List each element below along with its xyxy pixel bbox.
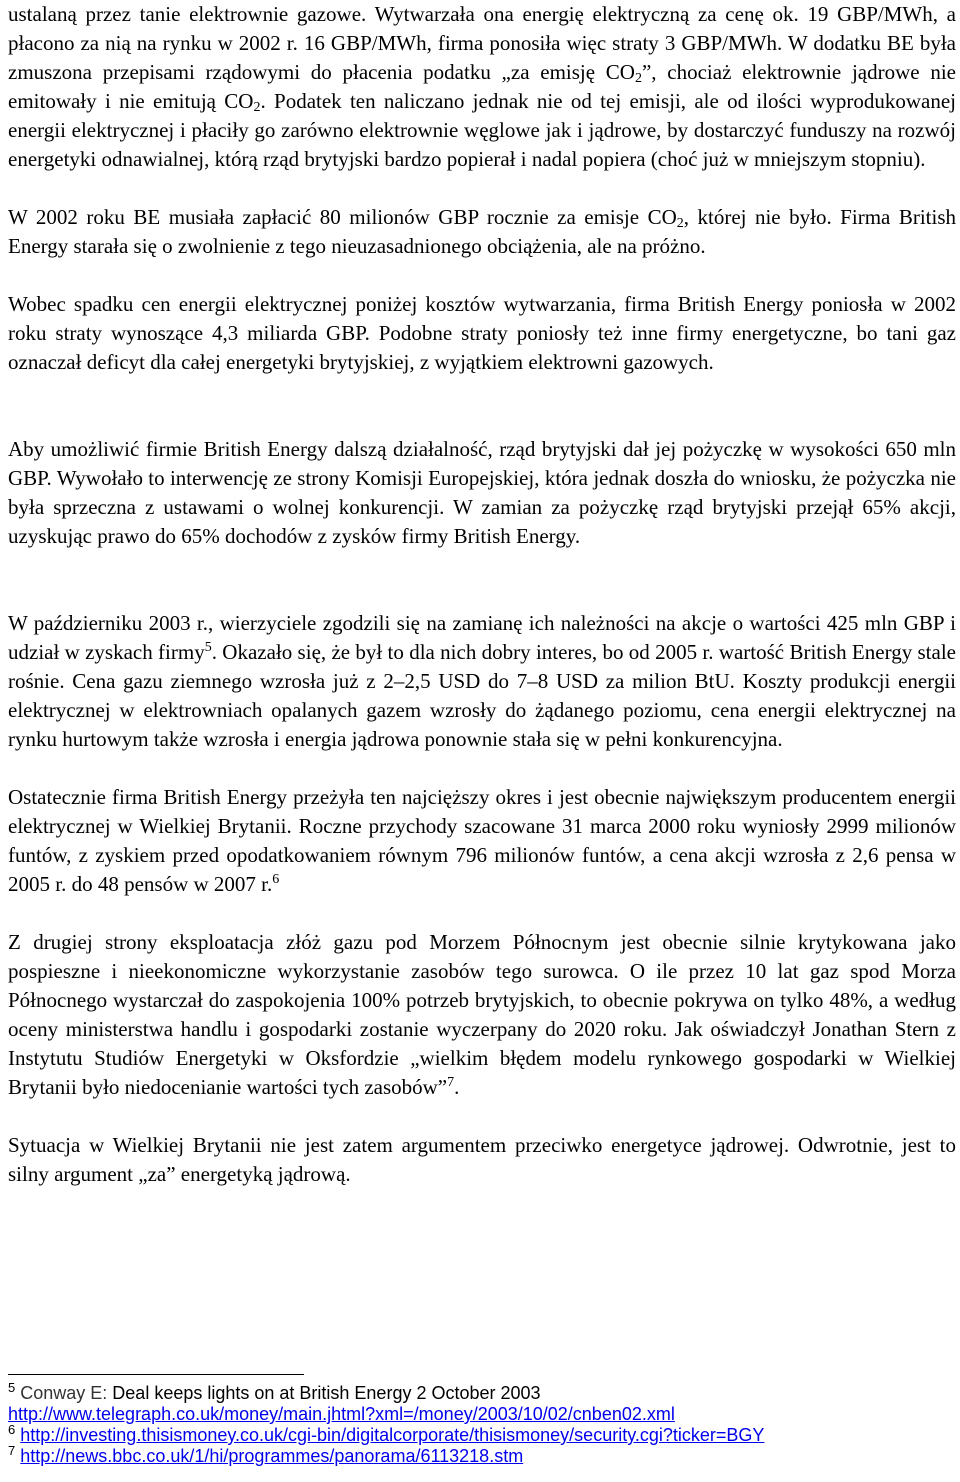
paragraph-1: ustalaną przez tanie elektrownie gazowe. Wytwarzała ona energię elektryczną za cenę ok. 19 GBP/MWh, a płacono za nią na rynku w 2002 r. 16 GBP/MWh, firma ponosiła więc straty 3 GBP/MWh. W dodatku BE była zmuszona przepisami rządowymi do płacenia podatku „za emisję $CO_2$”, chociaż elektrownie jądrowe nie emitowały i nie emitują $CO_2$. Podatek ten naliczano jednak nie od tej emisji, ale od ilości wyprodukowanej energii elektrycznej i płaciły go zarówno elektrownie węglowe jak i jądrowe, by dostarczyć funduszy na rozwój energetyki odnawialnej, którą rząd brytyjski bardzo popierał i nadal popiera (choć już w mniejszym stopniu). xyxy=(8,2,956,171)
footnote-5-title: Deal keeps lights on at British Energy 2 October 2003 xyxy=(107,1383,541,1403)
footnote-5 xyxy=(8,1380,956,1404)
paragraph-3: Wobec spadku cen energii elektrycznej poniżej kosztów wytwarzania, firma British Energy poniosła w 2002 roku straty wynoszące 4,3 miliarda GBP. Podobne straty poniosły też inne firmy energetyczne, bo tani gaz oznaczał deficyt dla całej energetyki brytyjskiej, z wyjątkiem elektrowni gazowych. xyxy=(8,292,956,374)
footnote-7-link[interactable]: http://news.bbc.co.uk/1/hi/programmes/panorama/6113218.stm xyxy=(20,1446,524,1466)
paragraph-4: Aby umożliwić firmie British Energy dalszą działalność, rząd brytyjski dał jej pożyczkę w wysokości 650 mln GBP. Wywołało to interwencję ze strony Komisji Europejskiej, która jednak doszła do wniosku, że pożyczka nie była sprzeczna z ustawami o wolnej konkurencji. W zamian za pożyczkę rząd brytyjski przejął 65% akcji, uzyskując prawo do 65% dochodów z zysków firmy British Energy. xyxy=(8,437,956,548)
footnote-5-link[interactable]: http://www.telegraph.co.uk/money/main.jhtml?xml=/money/2003/10/02/cnben02.xml xyxy=(8,1404,675,1424)
footnote-7 xyxy=(8,1443,956,1467)
paragraph-7: Z drugiej strony eksploatacja złóż gazu pod Morzem Północnym jest obecnie silnie krytykowana jako pospieszne i nieekonomiczne wykorzystanie zasobów tego surowca. O ile przez 10 lat gaz spod Morza Północnego wystarczał do zaspokojenia 100% potrzeb brytyjskich, to obecnie pokrywa on tylko 48%, a według oceny ministerstwa handlu i gospodarki zostanie wyczerpany do 2020 roku. Jak oświadczył Jonathan Stern z Instytutu Studiów Energetyki w Oksfordzie „wielkim błędem modelu rynkowego gospodarki w Wielkiej Brytanii było niedocenianie wartości tych zasobów”$^7$. xyxy=(8,930,956,1099)
document-body xyxy=(8,0,956,1189)
footnotes xyxy=(8,1374,956,1467)
paragraph-2: W 2002 roku BE musiała zapłacić 80 milionów GBP rocznie za emisje $CO_2$, której nie było. Firma British Energy starała się o zwolnienie z tego nieuzasadnionego obciążenia, ale na próżno. xyxy=(8,205,957,258)
footnote-7-number: 7 xyxy=(8,1443,16,1458)
footnote-6 xyxy=(8,1422,956,1446)
footnote-5-author: Conway E: xyxy=(20,1383,108,1403)
footnote-separator xyxy=(8,1374,304,1375)
paragraph-8: Sytuacja w Wielkiej Brytanii nie jest zatem argumentem przeciwko energetyce jądrowej. Odwrotnie, jest to silny argument „za” energetyką jądrową. xyxy=(8,1133,956,1186)
footnote-5-number: 5 xyxy=(8,1380,16,1395)
footnote-5-link-line xyxy=(8,1404,956,1425)
paragraph-5: W październiku 2003 r., wierzyciele zgodzili się na zamianę ich należności na akcje o wartości 425 mln GBP i udział w zyskach firmy$^5$. Okazało się, że był to dla nich dobry interes, bo od 2005 r. wartość British Energy stale rośnie. Cena gazu ziemnego wzrosła już z 2–2,5 USD do 7–8 USD za milion BtU. Koszty produkcji energii elektrycznej w elektrowniach opalanych gazem wzrosły do żądanego poziomu, cena energii elektrycznej na rynku hurtowym także wzrosła i energia jądrowa ponownie stała się w pełni konkurencyjna. xyxy=(8,611,956,751)
footnote-6-link[interactable]: http://investing.thisismoney.co.uk/cgi-bin/digitalcorporate/thisismoney/security.cgi?ticker=BGY xyxy=(20,1425,765,1445)
footnote-6-number: 6 xyxy=(8,1422,16,1437)
paragraph-6: Ostatecznie firma British Energy przeżyła ten najcięższy okres i jest obecnie największym producentem energii elektrycznej w Wielkiej Brytanii. Roczne przychody szacowane 31 marca 2000 roku wyniosły 2999 milionów funtów, z zyskiem przed opodatkowaniem równym 796 milionów funtów, a cena akcji wzrosła z 2,6 pensa w 2005 r. do 48 pensów w 2007 r.$^6$ xyxy=(8,785,956,896)
